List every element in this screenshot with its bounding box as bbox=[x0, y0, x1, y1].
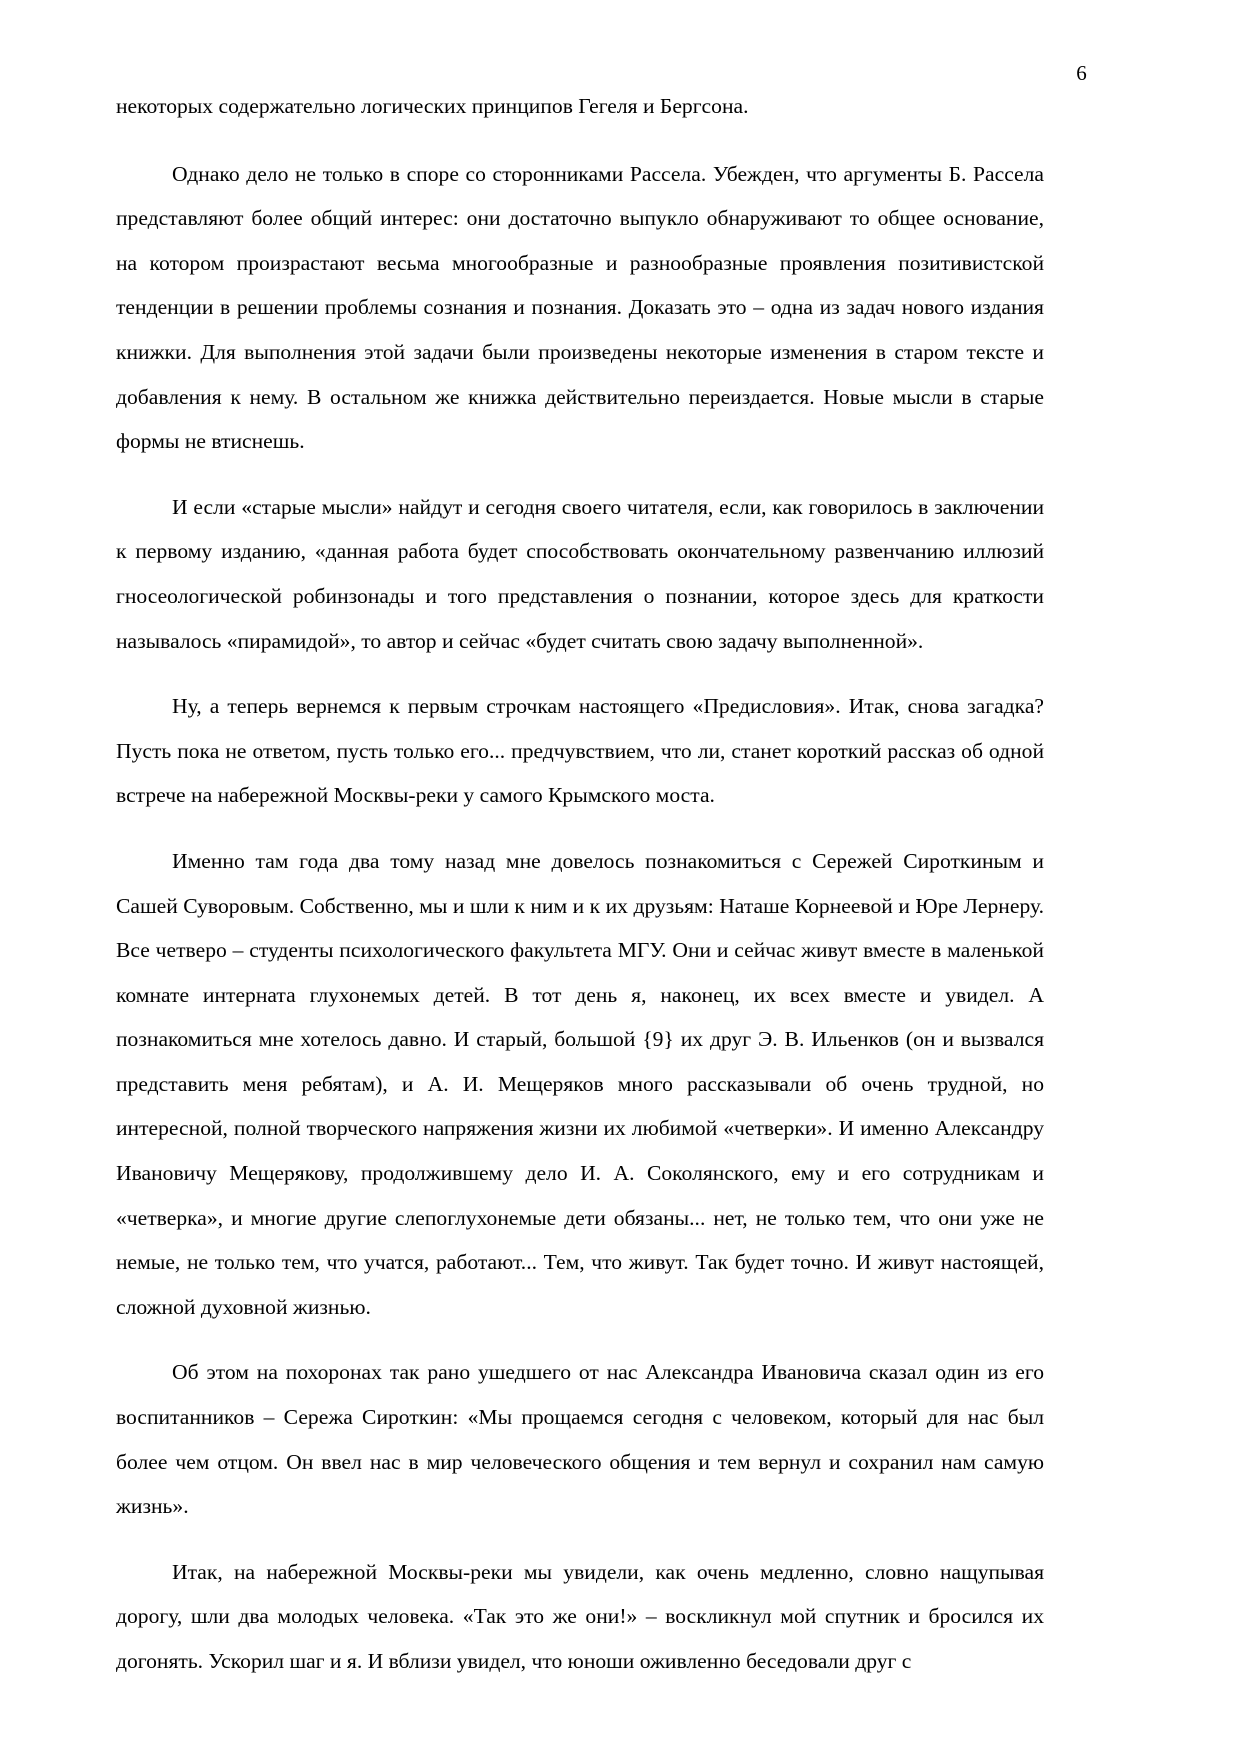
page-number: 6 bbox=[1076, 61, 1087, 85]
paragraph-funeral: Об этом на похоронах так рано ушедшего от нас Александра Ивановича сказал один из его воспитанников – Сережа Сироткин: «Мы прощаемся сегодня с человеком, который для нас был более чем отцом. Он ввел нас в мир человеческого общения и тем вернул и сохранил нам самую жизнь». bbox=[116, 1360, 1044, 1519]
paragraph-russell: Однако дело не только в споре со сторонниками Рассела. Убежден, что аргументы Б. Рассела представляют более общий интерес: они достаточно выпукло обнаруживают то общее основание, на котором произрастают весьма многообразные и разнообразные проявления позитивистской тенденции в решении проблемы сознания и познания. Доказать это – одна из задач нового издания книжки. Для выполнения этой задачи были произведены некоторые изменения в старом тексте и добавления к нему. В остальном же книжка действительно переиздается. Новые мысли в старые формы не втиснешь. bbox=[116, 161, 1044, 454]
paragraph-meeting: Именно там года два тому назад мне довелось познакомиться с Сережей Сироткиным и Сашей Суворовым. Собственно, мы и шли к ним и к их друзьям: Наташе Корнеевой и Юре Лернеру. Все четверо – студенты психологического факультета МГУ. Они и сейчас живут вместе в маленькой комнате интерната глухонемых детей. В тот день я, наконец, их всех вместе и увидел. А познакомиться мне хотелось давно. И старый, большой {9} их друг Э. В. Ильенков (он и вызвался представить меня ребятам), и А. И. Мещеряков много рассказывали об очень трудной, но интересной, полной творческого напряжения жизни их любимой «четверки». И именно Александру Ивановичу Мещерякову, продолжившему дело И. А. Соколянского, ему и его сотрудникам и «четверка», и многие другие слепоглухонемые дети обязаны... нет, не только тем, что они уже не немые, не только тем, что учатся, работают... Тем, что живут. Так будет точно. И живут настоящей, сложной духовной жизнью. bbox=[116, 848, 1044, 1319]
paragraph-continuation-line: некоторых содержательно логических принципов Гегеля и Бергсона. bbox=[116, 94, 749, 118]
paragraph-embankment: Итак, на набережной Москвы-реки мы увидели, как очень медленно, словно нащупывая дорогу, шли два молодых человека. «Так это же они!» – воскликнул мой спутник и бросился их догонять. Ускорил шаг и я. И вблизи увидел, что юноши оживленно беседовали друг с bbox=[116, 1559, 1044, 1673]
paragraph-preface-return: Ну, а теперь вернемся к первым строчкам настоящего «Предисловия». Итак, снова загадка? Пусть пока не ответом, пусть только его... предчувствием, что ли, станет короткий рассказ об одной встрече на набережной Москвы-реки у самого Крымского моста. bbox=[116, 694, 1044, 808]
paragraph-old-thoughts: И если «старые мысли» найдут и сегодня своего читателя, если, как говорилось в заключении к первому изданию, «данная работа будет способствовать окончательному развенчанию иллюзий гносеологической робинзонады и того представления о познании, которое здесь для краткости называлось «пирамидой», то автор и сейчас «будет считать свою задачу выполненной». bbox=[116, 494, 1044, 653]
page-body-text bbox=[116, 84, 1044, 1684]
